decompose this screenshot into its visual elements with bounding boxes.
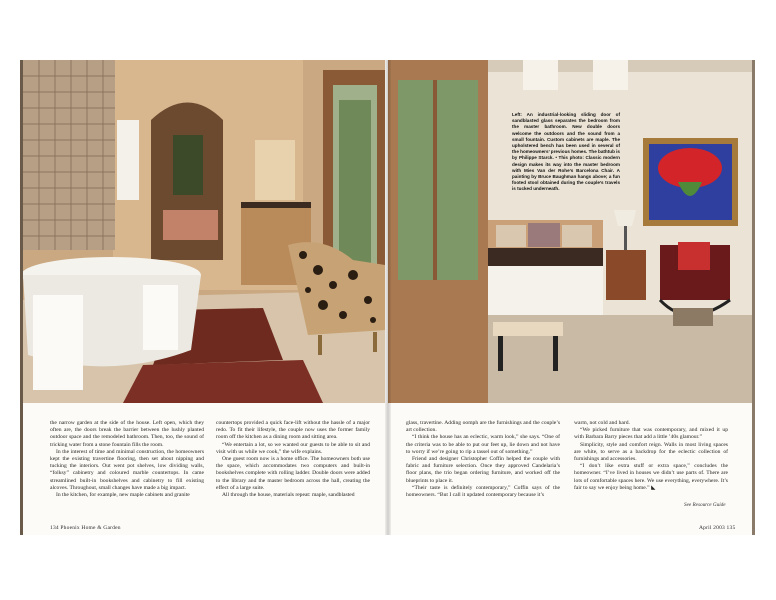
body-paragraph: “We picked furniture that was contemporary, and mixed it up with Barbara Barry pieces that add a little ’40s glamour.” xyxy=(574,427,728,441)
body-paragraph: All through the house, materials repeat: maple, sandblasted xyxy=(222,492,355,499)
right-col-1 xyxy=(406,420,560,499)
right-page xyxy=(388,60,755,535)
right-col-2 xyxy=(574,420,728,492)
body-paragraph: “I think the house has an eclectic, warm look,” she says. “One of the criteria was to be able to put our feet up, lie down and not have to worry if we’re going to rip a tassel out of something.” xyxy=(406,434,560,455)
left-folio: 134 Phoenix Home & Garden xyxy=(50,525,121,531)
body-paragraph: In the interest of time and minimal construction, the homeowners kept the existing travertine flooring, then set about nipping and tucking the interiors. Out went pot shelves, low dividing walls, “folksy” cabinetry and coloured marble countertops. In came streamlined built-in bookshelves and cabinetry to fill existing alcoves. Throughout, small changes have made a big impact. xyxy=(50,448,204,491)
body-paragraph: Simplicity, style and comfort reign. Walls in most living spaces are white, to serve as a backdrop for the eclectic collection of furnishings and accessories. xyxy=(574,441,728,463)
body-paragraph: “Their taste is definitely contemporary,” Coffin says of the homeowners. “But I call it updated contemporary because it’s xyxy=(406,484,560,499)
glass-block-wall xyxy=(23,60,115,250)
magazine-spread xyxy=(20,60,755,535)
body-paragraph xyxy=(574,463,728,492)
left-col-1 xyxy=(50,420,204,499)
body-paragraph: “We entertain a lot, so we wanted our guests to be able to sit and visit with us while we cook,” the wife explains. xyxy=(216,441,370,455)
bathroom-photo xyxy=(23,60,385,403)
body-paragraph: One guest room now is a home office. The homeowners both use the space, which accommodates two computers and built-in bookshelves complete with rolling ladder. Double doors were added to the library and the master bedroom across the hall, creating the effect of a large suite. xyxy=(216,456,370,491)
body-paragraph: the narrow garden at the side of the house. Left open, which they often are, the doors break the barrier between the lushly planted outdoor space and the remodeled bathroom. Then, too, the sound of tricking water from a stone fountain fills the room. xyxy=(50,420,204,448)
bathroom-illustration xyxy=(23,60,385,403)
page-edge-right xyxy=(752,60,755,535)
body-paragraph: Friend and designer Christopher Coffin helped the couple with fabric and furniture selection. Once they approved Candelaria’s floor plans, the trio began ordering furniture, and worked off the blueprints to place it. xyxy=(406,456,560,484)
gutter xyxy=(385,60,391,535)
body-paragraph: glass, travertine. Adding oomph are the furnishings and the couple’s art collection. xyxy=(406,420,560,434)
bedroom-photo xyxy=(388,60,755,403)
left-page xyxy=(20,60,388,535)
resource-guide-note: See Resource Guide xyxy=(684,502,726,508)
closing-text: “I don’t like extra stuff or extra space,” concludes the homeowner. “I’ve lived in houses we didn’t use parts of. There are lots of comfortable spaces here. We use everything, everywhere. It’s fair to say we enjoy being home.” xyxy=(574,463,728,491)
photo-caption: Left: An industrial-looking sliding door of sandblasted glass separates the bedroom from the master bathroom. New double doors welcome the outdoors and the sound from a small fountain. Custom cabinets are maple. The upholstered bench has been used in several of the homeowners’ previous homes. The bathtub is by Philippe Starck. • This photo: Classic modern design makes its way into the master bedroom with Mies Van der Rohe’s Barcelona Chair. A painting by Bruce Baughman hangs above; a fun footed stool obtained during the couple’s travels is tucked underneath. xyxy=(512,112,620,192)
left-col-2 xyxy=(216,420,370,499)
end-mark: ◣ xyxy=(651,484,656,491)
body-paragraph: In the kitchen, for example, new maple cabinets and granite xyxy=(56,492,190,499)
page-edge-left xyxy=(20,60,23,535)
body-paragraph: warm, not cold and hard. xyxy=(574,420,630,426)
body-paragraph: countertops provided a quick face-lift without the hassle of a major redo. To fit their lifestyle, the couple now uses the former family room off the kitchen as a dining room and sitting area. xyxy=(216,420,370,441)
right-folio: April 2003 135 xyxy=(699,525,736,531)
painting xyxy=(643,138,738,226)
